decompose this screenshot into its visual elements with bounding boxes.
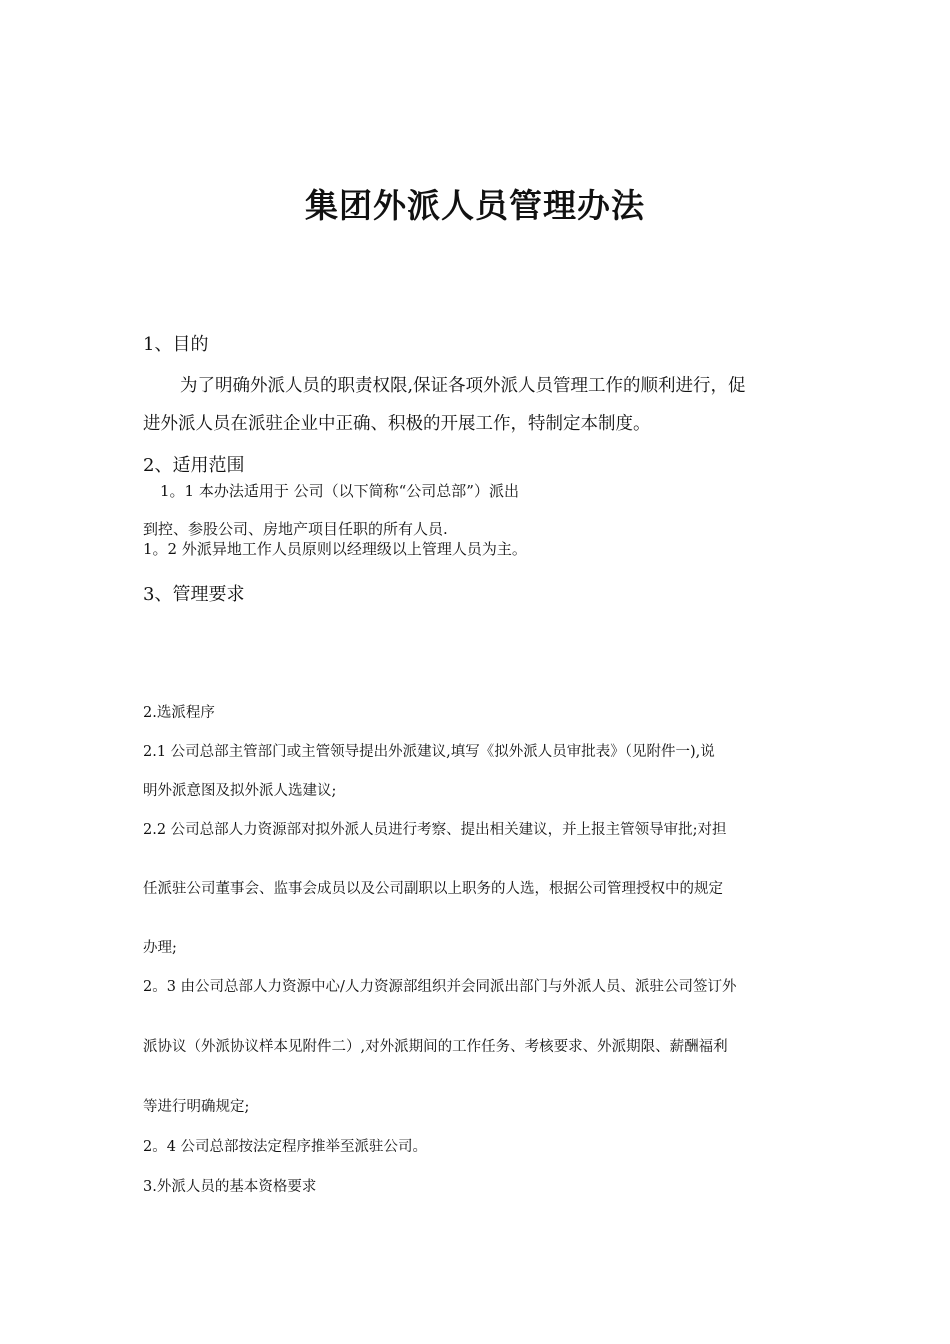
body-line-2-3-cont: 派协议（外派协议样本见附件二）,对外派期间的工作任务、考核要求、外派期限、薪酬福利 <box>143 1039 728 1055</box>
body-line-selection-procedure: 2.选派程序 <box>143 705 215 721</box>
body-line-2-4: 2。4 公司总部按法定程序推举至派驻公司。 <box>143 1139 428 1155</box>
body-line-2-2: 2.2 公司总部人力资源部对拟外派人员进行考察、提出相关建议，并上报主管领导审批;对担 <box>143 822 727 838</box>
purpose-paragraph-line-1: 为了明确外派人员的职责权限,保证各项外派人员管理工作的顺利进行，促 <box>180 376 746 396</box>
scope-item-1-line-1: 1。1 本办法适用于 公司（以下简称“公司总部”）派出 <box>160 482 519 500</box>
scope-item-1-line-2: 到控、参股公司、房地产项目任职的所有人员. <box>143 520 448 538</box>
section-heading-scope: 2、适用范围 <box>143 455 245 476</box>
body-line-2-2-end: 办理; <box>143 940 177 956</box>
body-line-2-1: 2.1 公司总部主管部门或主管领导提出外派建议,填写《拟外派人员审批表》（见附件一),说 <box>143 744 715 760</box>
purpose-paragraph-line-2: 进外派人员在派驻企业中正确、积极的开展工作，特制定本制度。 <box>143 414 651 434</box>
body-line-qualifications-heading: 3.外派人员的基本资格要求 <box>143 1179 317 1195</box>
body-line-2-3: 2。3 由公司总部人力资源中心/人力资源部组织并会同派出部门与外派人员、派驻公司签订外 <box>143 979 737 995</box>
document-title: 集团外派人员管理办法 <box>305 186 645 225</box>
scope-item-2: 1。2 外派异地工作人员原则以经理级以上管理人员为主。 <box>143 540 527 558</box>
body-line-2-3-end: 等进行明确规定; <box>143 1099 250 1115</box>
section-heading-purpose: 1、目的 <box>143 334 209 355</box>
section-heading-requirements: 3、管理要求 <box>143 584 245 605</box>
body-line-2-1-cont: 明外派意图及拟外派人选建议; <box>143 783 337 799</box>
body-line-2-2-cont: 任派驻公司董事会、监事会成员以及公司副职以上职务的人选，根据公司管理授权中的规定 <box>143 881 723 897</box>
